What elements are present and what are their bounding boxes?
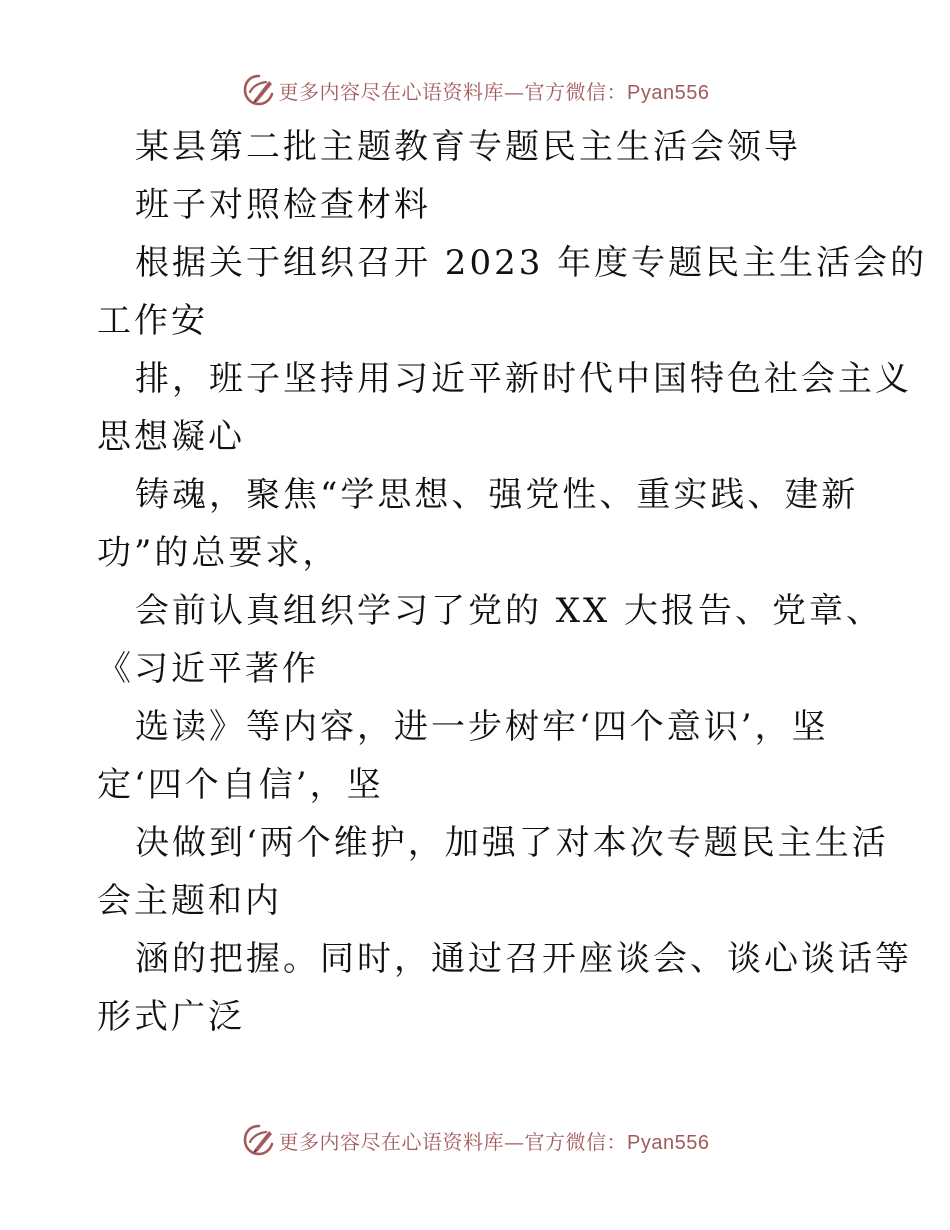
doc-line-11: 选读》等内容，进一步树牢‘四个意识’，坚	[135, 707, 829, 747]
doc-line-1: 某县第二批主题教育专题民主生活会领导	[135, 127, 801, 167]
banner-text	[279, 1126, 710, 1155]
banner-main-text: 更多内容尽在心语资料库	[278, 79, 505, 104]
doc-line-3: 根据关于组织召开 2023 年度专题民主生活会的	[135, 243, 928, 283]
doc-line-5: 排，班子坚持用习近平新时代中国特色社会主义	[135, 359, 912, 399]
banner-text	[279, 76, 710, 105]
doc-line-7: 铸魂，聚焦“学思想、强党性、重实践、建新	[135, 475, 859, 515]
header-watermark-banner	[0, 70, 950, 110]
banner-wechat-id: Pyan556	[627, 81, 710, 104]
doc-line-10: 《习近平著作	[97, 649, 319, 689]
document-body	[97, 122, 928, 1050]
doc-line-15: 涵的把握。同时，通过召开座谈会、谈心谈话等	[135, 939, 912, 979]
doc-line-2: 班子对照检查材料	[135, 185, 431, 225]
doc-line-8: 功”的总要求，	[97, 533, 340, 573]
doc-line-4: 工作安	[97, 301, 208, 341]
pen-swirl-logo-icon	[241, 1122, 277, 1158]
doc-line-6: 思想凝心	[97, 417, 245, 457]
banner-main-text: 更多内容尽在心语资料库	[278, 1129, 505, 1154]
banner-separator: —	[504, 1129, 525, 1154]
doc-line-16: 形式广泛	[97, 997, 245, 1037]
doc-line-13: 决做到‘两个维护，加强了对本次专题民主生活	[135, 823, 889, 863]
doc-line-9: 会前认真组织学习了党的 XX 大报告、党章、	[135, 591, 884, 631]
banner-wechat-label: 官方微信：	[524, 79, 628, 104]
footer-watermark-banner	[0, 1120, 950, 1160]
doc-line-12: 定‘四个自信’，坚	[97, 765, 384, 805]
banner-wechat-label: 官方微信：	[524, 1129, 628, 1154]
doc-line-14: 会主题和内	[97, 881, 282, 921]
pen-swirl-logo-icon	[241, 72, 277, 108]
banner-wechat-id: Pyan556	[627, 1131, 710, 1154]
banner-separator: —	[504, 79, 525, 104]
